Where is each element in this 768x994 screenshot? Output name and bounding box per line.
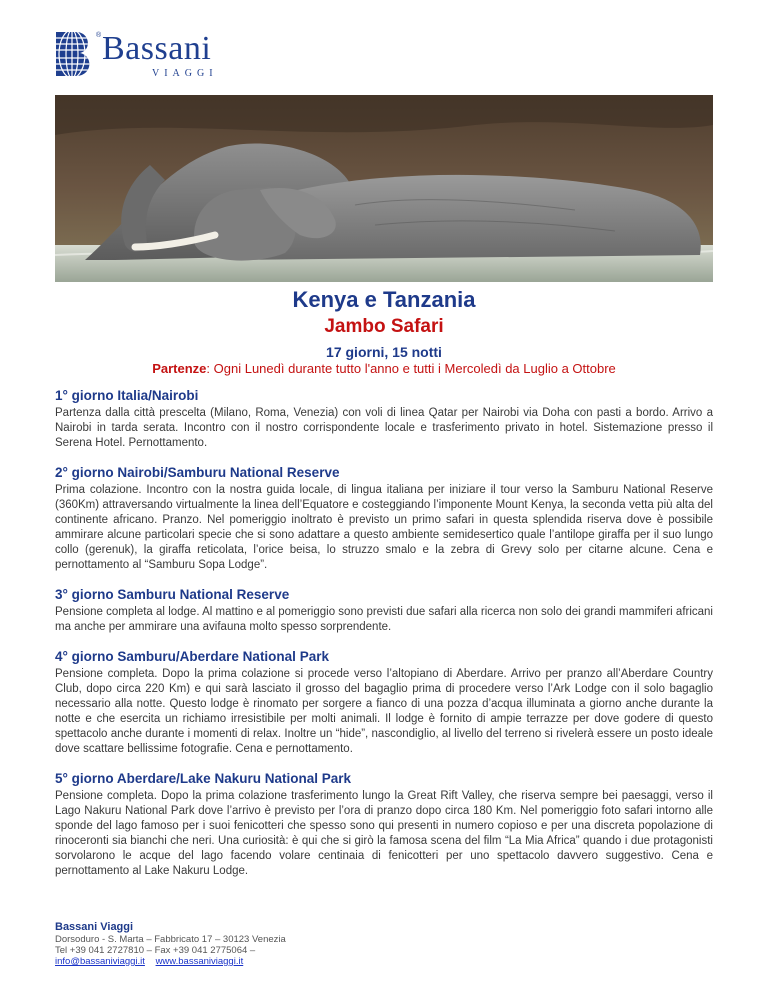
- day-title: 3° giorno Samburu National Reserve: [55, 587, 290, 602]
- day-description: Pensione completa. Dopo la prima colazione si procede verso l’altopiano di Aberdare. Arrivo per pranzo all’Aberdare Country Club, dopo circa 220 Km) e qui sarà lasciato il grosso del bagaglio prima di procedere verso l’Ark Lodge con il solo bagaglio necessario alla notte. Questo lodge è rinomato per sorgere a fianco di una pozza d’acqua illuminata a giorno anche durante la notte e che esercita un richiamo irresistibile per molti animali. Il lodge è fornito di ampie terrazze per dove godere di questo spettacolo anche durante i momenti di relax. Inoltre un “hide”, nascondiglio, al livello del terreno si rivelerà essere un posto ideale dove scattare bellissime fotografie. Cena e pernottamento.: [55, 668, 713, 755]
- day-section: [55, 388, 713, 451]
- day-description: Pensione completa. Dopo la prima colazione trasferimento lungo la Great Rift Valley, che riserva sempre bei paesaggi, verso il Lago Nakuru National Park dove l’arrivo è previsto per l’ora di pranzo dopo circa 180 Km. Nel pomeriggio foto safari intorno alle sponde del lago famoso per i suoi fenicotteri che spesso sono qui presenti in numero copioso e per una discreta popolazione di rinoceronti sia bianchi che neri. Una curiosità: è qui che si girò la famosa scena del film “La Mia Africa” quando i due protagonisti sorvolarono le acque del lago facendo volare centinaia di fenicotteri per uno spettacolo davvero suggestivo. Cena e pernottamento al Lake Nakuru Lodge.: [55, 790, 713, 877]
- day-description: Partenza dalla città prescelta (Milano, Roma, Venezia) con voli di linea Qatar per Nairobi via Doha con pasti a bordo. Arrivo a Nairobi in tarda serata. Incontro con il nostro corrispondente locale e trasferimento privato in hotel. Sistemazione presso il Serena Hotel. Pernottamento.: [55, 407, 713, 449]
- departures-label: Partenze: [152, 361, 207, 376]
- footer-links: [55, 956, 455, 967]
- trip-header: [55, 287, 713, 377]
- trip-title: Kenya e Tanzania: [292, 287, 476, 312]
- logo-subtitle: VIAGGI: [152, 68, 218, 79]
- email-link[interactable]: info@bassaniviaggi.it: [55, 956, 145, 967]
- day-section: [55, 771, 713, 879]
- departures-line: [55, 361, 713, 377]
- day-title: 4° giorno Samburu/Aberdare National Park: [55, 649, 329, 664]
- elephants-photo: [55, 95, 713, 282]
- footer: [55, 920, 455, 967]
- company-logo: [52, 30, 242, 80]
- logo-name: Bassani: [102, 30, 212, 67]
- departures-text: : Ogni Lunedì durante tutto l'anno e tutti i Mercoledì da Luglio a Ottobre: [206, 361, 616, 376]
- day-section: [55, 465, 713, 573]
- day-description: Pensione completa al lodge. Al mattino e al pomeriggio sono previsti due safari alla ricerca non solo dei grandi mammiferi africani ma anche per ammirare una avifauna molto spesso sorprendente.: [55, 606, 713, 633]
- trip-duration: 17 giorni, 15 notti: [326, 344, 442, 360]
- day-section: [55, 587, 713, 635]
- day-title: 5° giorno Aberdare/Lake Nakuru National Park: [55, 771, 351, 786]
- trip-subtitle: Jambo Safari: [324, 316, 444, 337]
- itinerary: [55, 388, 713, 893]
- day-title: 1° giorno Italia/Nairobi: [55, 388, 199, 403]
- day-section: [55, 649, 713, 757]
- footer-phone: Tel +39 041 2727810 – Fax +39 041 2775064 –: [55, 945, 256, 956]
- website-link[interactable]: www.bassaniviaggi.it: [155, 956, 244, 967]
- globe-b-logo-icon: [52, 30, 96, 78]
- footer-address: Dorsoduro - S. Marta – Fabbricato 17 – 30123 Venezia: [55, 934, 286, 945]
- registered-mark: ®: [96, 32, 102, 39]
- footer-company: Bassani Viaggi: [55, 921, 134, 933]
- day-description: Prima colazione. Incontro con la nostra guida locale, di lingua italiana per iniziare il tour verso la Samburu National Reserve (360Km) attraversando virtualmente la linea dell’Equatore e costeggiando l’imponente Mount Kenya, la seconda vetta più alta del continente africano. Pranzo. Nel pomeriggio inoltrato è previsto un primo safari in questa splendida riserva dove è possibile ammirare alcune particolari specie che si sono adattare a questo ambiente semidesertico quale l’antilope giraffa per il suo lungo collo (gerenuk), la giraffa reticolata, l’orice beisa, lo struzzo smalo e la zebra di Grevy solo per citarne alcune. Cena e pernottamento al “Samburu Sopa Lodge”.: [55, 484, 713, 571]
- day-title: 2° giorno Nairobi/Samburu National Reserve: [55, 465, 340, 480]
